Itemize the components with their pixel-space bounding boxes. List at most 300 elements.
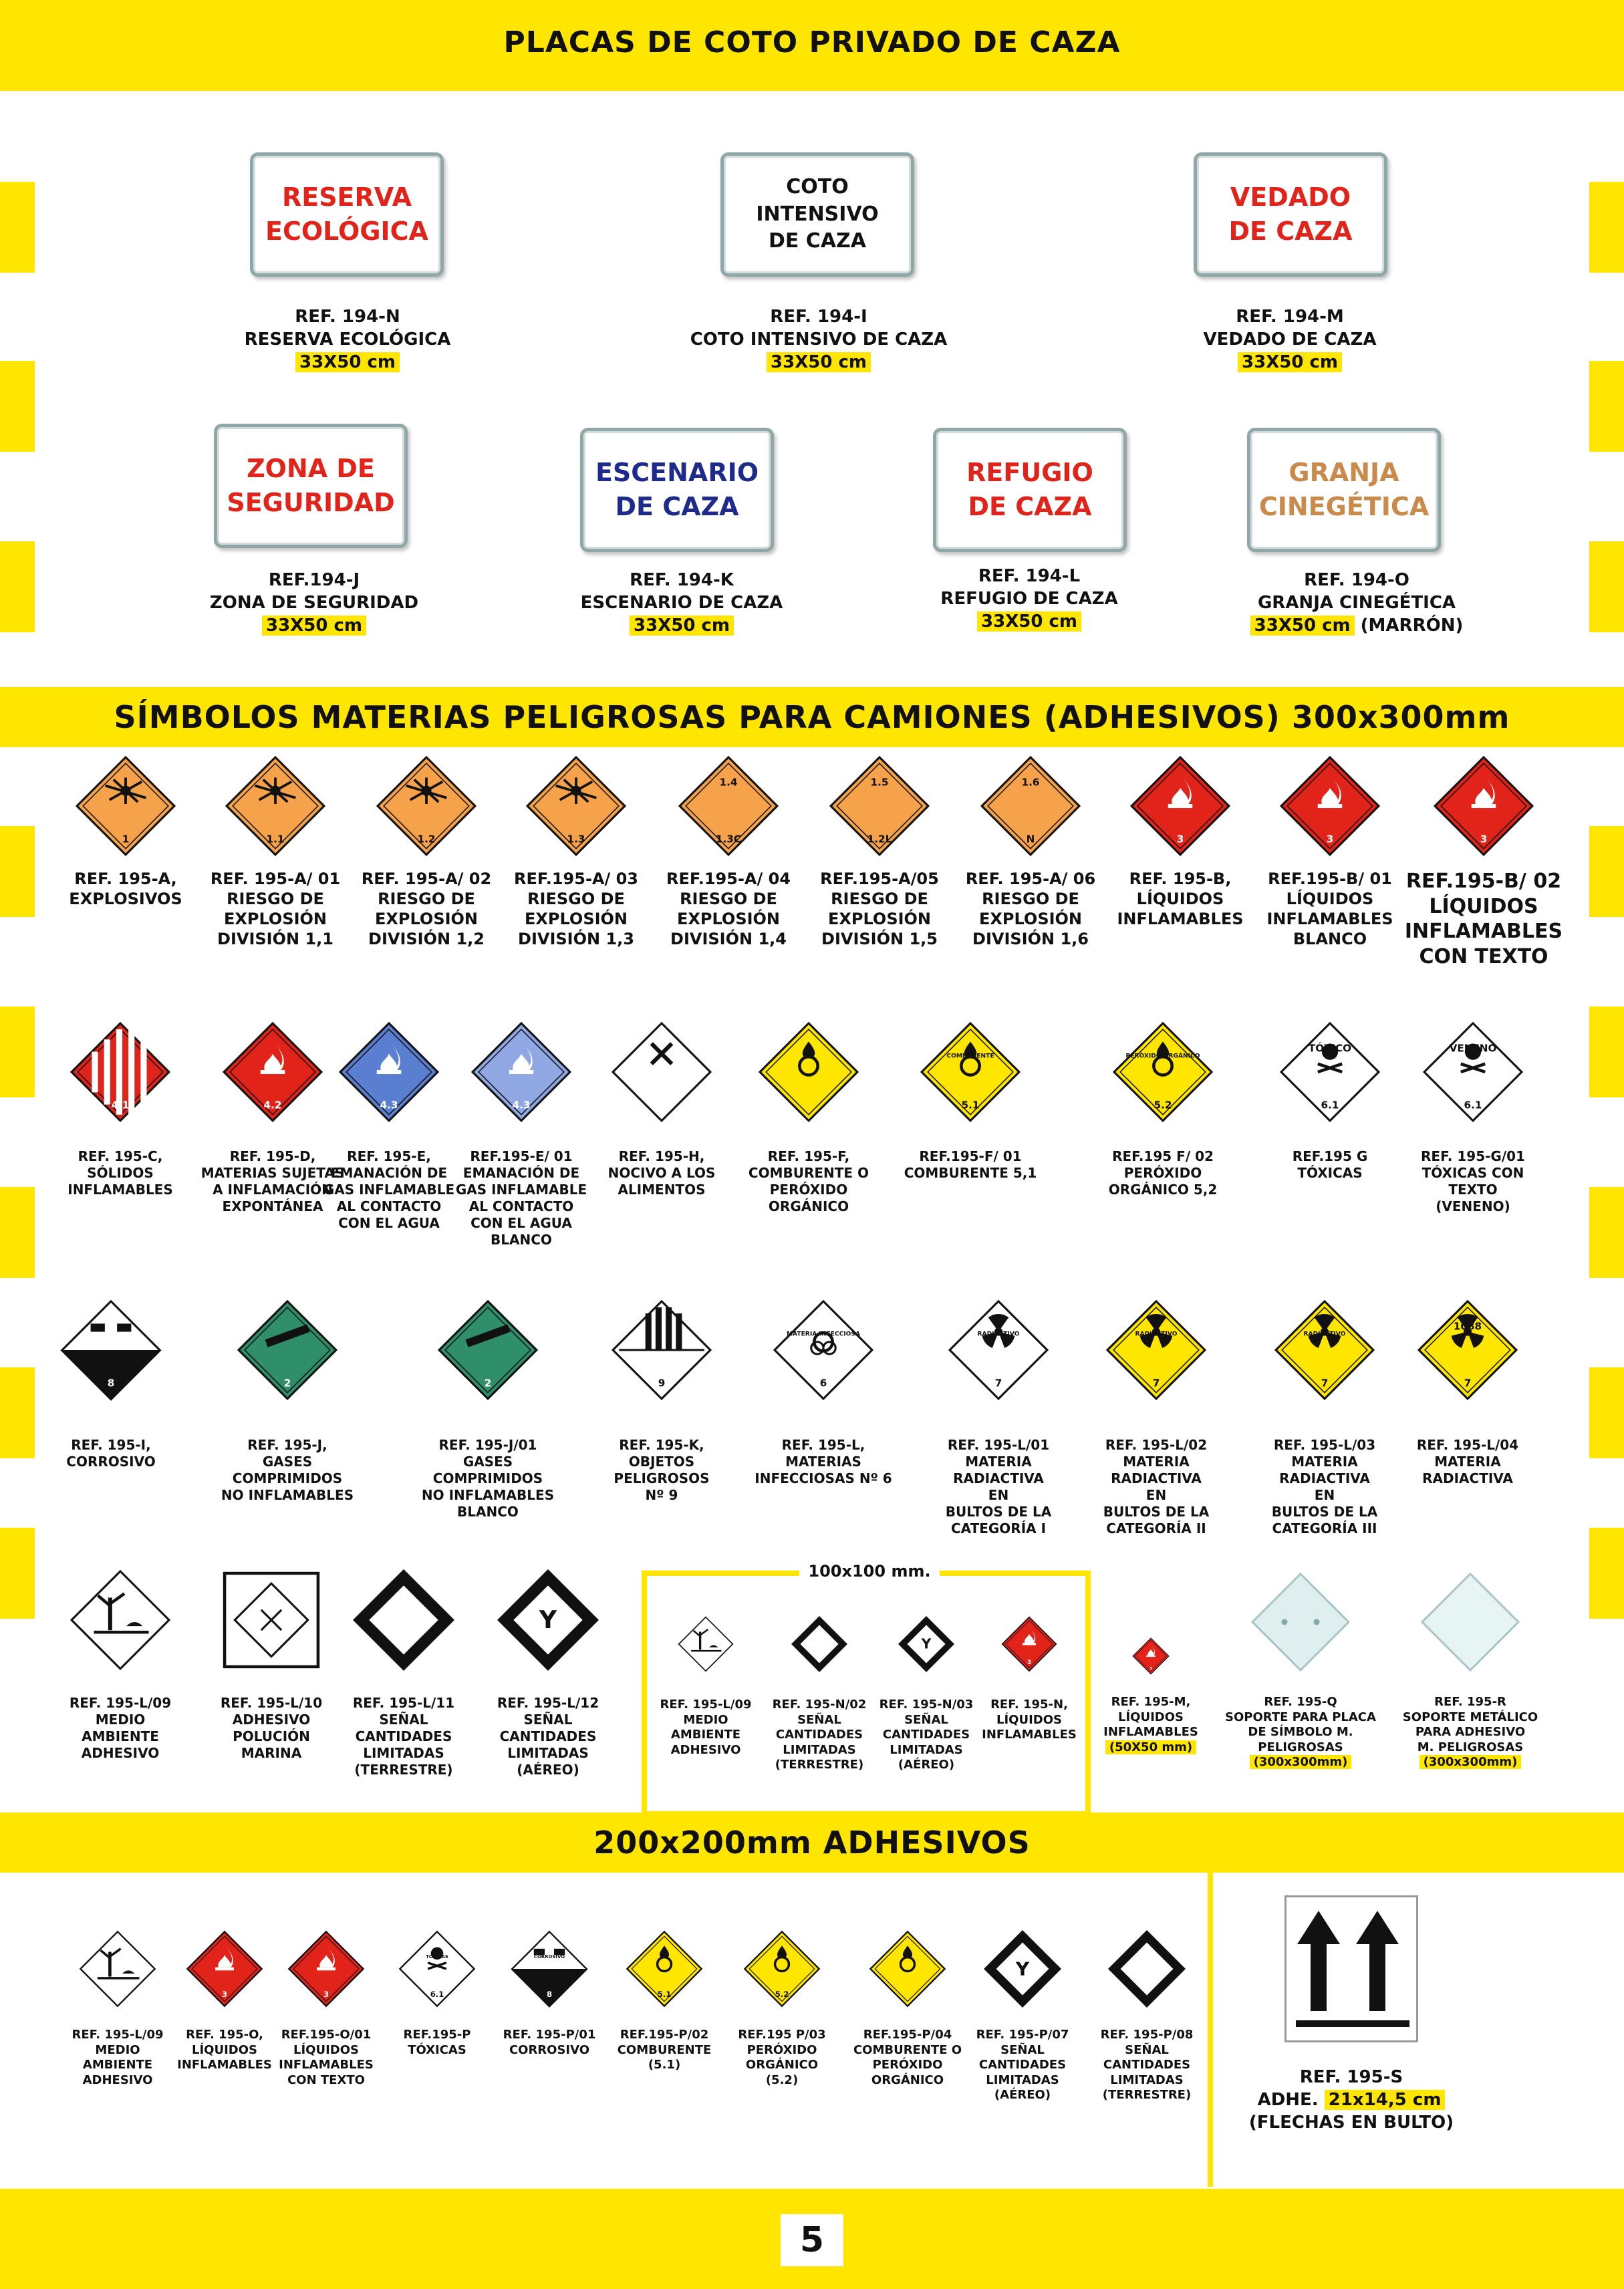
explosion-icon: [525, 755, 627, 857]
symbol-label: [581, 1148, 742, 1198]
symbol-r1-5: [829, 755, 930, 857]
flame-icon: [1279, 755, 1381, 857]
diamond-bottom-text: 2: [484, 1377, 492, 1389]
diamond-bottom-text: 6.1: [1321, 1099, 1339, 1111]
symbol-label-line: MATERIAS: [785, 1454, 861, 1470]
symbol-label-line: INFLAMABLES: [1117, 910, 1244, 928]
symbol-label-line: REF. 195-J/01: [438, 1437, 537, 1453]
symbol-r1-4: [678, 755, 779, 857]
plate-size: 33X50 cm: [295, 352, 400, 372]
symbol-label-line: REF. 195-L/11: [352, 1695, 455, 1711]
symbol-200-0: [79, 1930, 156, 2008]
symbol-label-line: (TERRESTRE): [775, 1758, 864, 1772]
diamond-bottom-text: 7: [1321, 1377, 1329, 1389]
symbol-label-line: DIVISIÓN 1,4: [670, 930, 787, 948]
symbol-label-line: RIESGO DE: [831, 890, 928, 908]
symbol-label-line: REF.195-O/01: [281, 2028, 372, 2042]
support-plate-icon: [1250, 1572, 1351, 1672]
plate-size: 33X50 cm: [630, 616, 734, 636]
class-number-icon: [829, 755, 930, 857]
class-number-icon: [678, 755, 779, 857]
symbol-label-line: REF. 195-L/09: [72, 2028, 164, 2042]
symbol-label-line: RIESGO DE: [378, 890, 475, 908]
limited-quantity-air-icon: [497, 1569, 599, 1671]
symbol-label-line: SOPORTE PARA PLACA: [1225, 1710, 1376, 1724]
box-100mm: [642, 1571, 1091, 1816]
symbol-label-line: (AÉREO): [898, 1758, 955, 1772]
symbol-label-line: MATERIA RADIACTIVA: [1111, 1454, 1202, 1486]
diamond-top-text: 1088: [1453, 1320, 1482, 1333]
symbol-r3-7: [1274, 1299, 1375, 1401]
symbol-label-line: CORROSIVO: [66, 1454, 156, 1470]
symbol-label-line: REF. 195-E,: [347, 1148, 431, 1164]
symbol-r4-0: [70, 1569, 171, 1671]
symbol-label-line: LÍQUIDOS: [1118, 1710, 1184, 1724]
plate-text: SEGURIDAD: [227, 488, 395, 517]
symbol-label: [743, 1437, 904, 1487]
symbol-label-line: GAS INFLAMABLE: [455, 1182, 587, 1198]
symbol-label-line: REF. 195-P/08: [1100, 2028, 1194, 2042]
symbol-label: [1076, 1437, 1236, 1537]
symbol-label-line: SEÑAL: [379, 1712, 428, 1728]
symbol-label-line: REF.195-B/ 02: [1405, 869, 1562, 893]
diamond-top-text: PERÓXIDO ORGÁNICO: [1125, 1053, 1200, 1060]
plate-name: ZONA DE SEGURIDAD: [209, 592, 419, 613]
symbol-label-line: TÓXICAS: [1297, 1165, 1363, 1181]
diamond-bottom-text: 7: [1152, 1377, 1160, 1389]
symbol-label-line: AL CONTACTO: [468, 1198, 574, 1214]
symbol-200-7: [869, 1930, 946, 2008]
plate-caption: [675, 306, 962, 374]
symbol-label-line: BULTOS DE LA: [945, 1504, 1052, 1520]
plate-text: DE CAZA: [1228, 217, 1353, 246]
symbol-label: [45, 869, 206, 909]
plate-caption: [889, 565, 1170, 633]
corrosive-icon: [511, 1930, 588, 2008]
symbol-label-line: MATERIA RADIACTIVA: [1279, 1454, 1370, 1486]
symbol-label: [890, 1148, 1051, 1182]
symbol-label-line: BLANCO: [457, 1504, 519, 1520]
symbol-label-line: MEDIO: [95, 1712, 146, 1728]
oxidizer-icon: [626, 1930, 703, 2008]
symbol-label: [1250, 869, 1410, 949]
symbol-label: [851, 2028, 964, 2088]
symbol-label-line: SEÑAL: [523, 1712, 573, 1728]
edge-tick: [0, 1187, 35, 1278]
diamond-bottom-text: 8: [107, 1377, 115, 1389]
skull-icon: [1422, 1021, 1524, 1123]
symbol-label: [1083, 1148, 1243, 1198]
plate-ref: REF. 194-I: [770, 307, 867, 327]
arrows-caption: [1227, 2066, 1476, 2134]
symbol-r2-2: [338, 1021, 440, 1123]
limited-quantity-icon: [353, 1569, 454, 1671]
symbol-label: [441, 1148, 601, 1248]
symbol-label-line: DE SÍMBOLO M. PELIGROSAS: [1248, 1725, 1353, 1754]
symbol-label: [1091, 2028, 1203, 2103]
symbol-label-line: REF. 195-H,: [618, 1148, 705, 1164]
symbol-extra-0: [1132, 1637, 1170, 1675]
symbol-label: [1403, 869, 1564, 969]
symbol-label-line: REF. 195-J,: [247, 1437, 327, 1453]
symbol-label-line: AMBIENTE: [82, 2058, 153, 2072]
box-100mm-label: 100x100 mm.: [799, 1559, 940, 1583]
symbol-label-line: CATEGORÍA I: [950, 1520, 1047, 1536]
symbol-label: [40, 1148, 200, 1198]
symbol-label-line: CANTIDADES: [775, 1728, 863, 1742]
symbol-label-line: REF. 195-P/01: [503, 2028, 596, 2042]
symbol-r1-1: [225, 755, 326, 857]
environment-icon: [79, 1930, 156, 2008]
symbol-label: [207, 1437, 368, 1504]
plate-0: [250, 152, 444, 277]
symbol-label-line: REF.195-P: [403, 2028, 471, 2042]
symbol-size: (300x300mm): [1250, 1755, 1352, 1769]
diamond-bottom-text: 4.2: [263, 1099, 282, 1111]
symbol-label-line: SEÑAL: [1000, 2042, 1045, 2057]
plate-name: GRANJA CINEGÉTICA: [1257, 592, 1456, 613]
symbol-label: [168, 2028, 281, 2073]
symbol-r2-6: [920, 1021, 1021, 1123]
symbol-label-line: NO INFLAMABLES: [421, 1487, 555, 1503]
edge-tick: [1589, 182, 1624, 273]
radioactive-icon: [948, 1299, 1049, 1401]
arrows-prefix: ADHE.: [1257, 2089, 1319, 2110]
symbol-r3-1: [237, 1299, 338, 1401]
symbol-label: [799, 869, 960, 949]
symbol-label: [728, 1148, 889, 1215]
symbol-label-line: (TERRESTRE): [354, 1762, 453, 1778]
symbol-label-line: AMBIENTE: [670, 1728, 741, 1742]
symbol-label-line: LÍQUIDOS: [1136, 890, 1224, 908]
symbol-label-line: REF.195-A/ 04: [666, 869, 791, 888]
symbol-label-line: NO INFLAMABLES: [221, 1487, 354, 1503]
plate-size: 33X50 cm: [1238, 352, 1342, 372]
plate-text: DE CAZA: [615, 492, 739, 521]
plate-caption: [160, 569, 468, 637]
symbol-label-line: REF. 195-F,: [767, 1148, 850, 1164]
symbol-label-line: Nº 9: [645, 1487, 678, 1503]
edge-tick: [0, 361, 35, 452]
diamond-bottom-text: 1.3C: [715, 833, 742, 845]
symbol-label-line: REF. 195-L/09: [69, 1695, 172, 1711]
plate-text: RESERVA: [281, 182, 412, 212]
symbol-label-line: EXPLOSIÓN: [676, 910, 781, 928]
symbol-label-line: DIVISIÓN 1,3: [518, 930, 634, 948]
symbol-label-line: (5.2): [765, 2072, 799, 2087]
oxidizer-icon: [743, 1930, 821, 2008]
symbol-label-line: REF.195 P/03: [738, 2028, 826, 2042]
marine-pollutant-icon: [221, 1569, 322, 1671]
corrosive-icon: [60, 1299, 162, 1401]
symbol-label-line: LIMITADAS: [890, 1742, 963, 1757]
edge-tick: [1589, 361, 1624, 452]
symbol-label-line: COMBURENTE O: [748, 1165, 869, 1181]
diamond-bottom-text: 5.1: [657, 1989, 672, 1999]
diamond-top-text: 1.4: [719, 776, 738, 789]
symbol-r3-0: [60, 1299, 162, 1401]
diamond-bottom-text: 5.1: [961, 1099, 980, 1111]
symbol-label-line: REF. 195-I,: [71, 1437, 151, 1453]
symbol-label: [408, 1437, 568, 1520]
flame-icon: [1132, 1637, 1170, 1675]
stripes-icon: [611, 1299, 712, 1401]
symbol-label-line: EN: [1314, 1487, 1335, 1503]
symbol-label-line: MATERIAS SUJETAS: [200, 1165, 345, 1181]
edge-tick: [0, 1528, 35, 1619]
symbol-label-line: AL CONTACTO: [336, 1198, 442, 1214]
plate-ref: REF. 194-L: [978, 566, 1081, 586]
symbol-label-line: REF.195-P/04: [863, 2028, 952, 2042]
symbol-label: [1100, 869, 1260, 929]
symbol-label-line: REF. 195-L/03: [1273, 1437, 1376, 1453]
symbol-label-line: MATERIA: [1434, 1454, 1501, 1470]
symbol-label-line: PARA ADHESIVO: [1415, 1725, 1526, 1739]
stripes-icon: [70, 1021, 171, 1123]
edge-tick: [0, 1367, 35, 1458]
symbol-label: [346, 869, 507, 949]
symbol-label-line: CORROSIVO: [509, 2042, 590, 2057]
diamond-top-text: 1.5: [870, 776, 889, 789]
symbol-label: [323, 1695, 484, 1778]
symbol-r1-0: [75, 755, 176, 857]
plate-text: ZONA DE: [247, 453, 375, 483]
symbol-label-line: EXPLOSIÓN: [374, 910, 479, 928]
symbol-label: [31, 1437, 191, 1470]
symbol-label-line: MARINA: [241, 1745, 302, 1761]
diamond-bottom-text: Y: [539, 1605, 557, 1635]
symbol-label-line: CANTIDADES: [499, 1728, 597, 1744]
symbol-label-line: EXPLOSIÓN: [524, 910, 628, 928]
symbol-label-line: INFLAMABLES: [177, 2058, 272, 2072]
plate-text: REFUGIO: [966, 457, 1093, 487]
symbol-label-line: INFLAMABLES: [279, 2058, 374, 2072]
plate-name: COTO INTENSIVO DE CAZA: [690, 329, 948, 350]
symbol-label: [1387, 1437, 1548, 1487]
symbol-r2-3: [470, 1021, 572, 1123]
flame-icon: [470, 1021, 572, 1123]
symbol-label-line: COMBURENTE: [617, 2042, 712, 2057]
flame-icon: [338, 1021, 440, 1123]
flame-icon: [186, 1930, 263, 2008]
symbol-label-line: RIESGO DE: [680, 890, 777, 908]
plate-name: REFUGIO DE CAZA: [940, 588, 1118, 609]
diamond-top-text: TÓXICAS: [426, 1954, 448, 1960]
plate-size: 33X50 cm: [767, 352, 871, 372]
symbol-label-line: BLANCO: [1293, 930, 1367, 948]
edge-tick: [0, 182, 35, 273]
symbol-label-line: (5.1): [648, 2058, 681, 2072]
symbol-label: [950, 869, 1111, 949]
symbol-label-line: BLANCO: [491, 1232, 552, 1248]
flame-icon: [1433, 755, 1534, 857]
symbol-extra-1: [1250, 1572, 1351, 1672]
symbol-r2-1: [222, 1021, 323, 1123]
symbol-label-line: BULTOS DE LA: [1103, 1504, 1210, 1520]
symbol-label: [1250, 1148, 1410, 1182]
symbol-label-line: BULTOS DE LA: [1271, 1504, 1378, 1520]
symbol-label-line: ORGÁNICO: [745, 2058, 819, 2072]
symbol-label-line: TÓXICAS: [408, 2042, 466, 2057]
symbol-label-line: REF. 195-L/04: [1416, 1437, 1519, 1453]
symbol-label: [1244, 1437, 1405, 1537]
symbol-label-line: (TERRESTRE): [1102, 2088, 1192, 2102]
flame-icon: [287, 1930, 365, 2008]
gas-cylinder-icon: [237, 1299, 338, 1401]
symbol-200-9: [1108, 1930, 1186, 2008]
symbol-label-line: DIVISIÓN 1,2: [368, 930, 485, 948]
symbol-r2-8: [1279, 1021, 1381, 1123]
symbol-label-line: LIMITADAS: [363, 1745, 444, 1761]
symbol-label-line: DIVISIÓN 1,6: [972, 930, 1089, 948]
symbol-label: [1383, 1695, 1557, 1770]
diamond-bottom-text: 7: [1464, 1377, 1472, 1389]
symbol-size: (300x300mm): [1419, 1755, 1522, 1769]
symbol-label-line: AMBIENTE: [82, 1728, 159, 1744]
plate-text: CINEGÉTICA: [1258, 492, 1430, 521]
symbol-r4-2: [353, 1569, 454, 1671]
symbol-label-line: INFLAMABLES: [67, 1182, 173, 1198]
symbol-label-line: EXPLOSIÓN: [827, 910, 932, 928]
symbol-label: [726, 2028, 838, 2088]
symbol-label-line: LÍQUIDOS: [293, 2042, 359, 2057]
skull-icon: [1279, 1021, 1381, 1123]
diamond-bottom-text: 1.1: [266, 833, 285, 845]
symbol-r3-5: [948, 1299, 1049, 1401]
symbol-label-line: EMANACIÓN DE: [330, 1165, 448, 1181]
symbol-label-line: CANTIDADES: [1103, 2058, 1191, 2072]
diamond-bottom-text: 6: [819, 1377, 827, 1389]
diamond-bottom-text: Y: [1015, 1958, 1030, 1980]
symbol-label-line: REF. 195-A,: [74, 869, 177, 888]
symbol-label-line: DIVISIÓN 1,1: [217, 930, 333, 948]
page-number: 5: [781, 2214, 843, 2266]
symbol-r3-8: [1417, 1299, 1518, 1401]
symbol-label-line: DIVISIÓN 1,5: [821, 930, 938, 948]
symbol-label-line: REF. 195-L,: [781, 1437, 865, 1453]
symbol-label-line: REF.195-F/ 01: [919, 1148, 1022, 1164]
symbol-label: [468, 1695, 628, 1778]
symbol-label-line: CANTIDADES: [355, 1728, 452, 1744]
symbol-label-line: LIMITADAS: [986, 2072, 1059, 2087]
arrows-sign: [1284, 1895, 1418, 2042]
gas-cylinder-icon: [437, 1299, 539, 1401]
symbol-label-line: REF.195-E/ 01: [470, 1148, 573, 1164]
symbol-label: [40, 1695, 200, 1762]
symbol-r3-3: [611, 1299, 712, 1401]
symbol-label-line: PERÓXIDO ORGÁNICO 5,2: [1108, 1165, 1218, 1198]
symbol-label-line: ADHESIVO: [232, 1712, 311, 1728]
limited-quantity-icon: [1108, 1930, 1186, 2008]
symbol-label-line: REF.195-A/ 03: [513, 869, 638, 888]
symbol-label: [381, 2028, 493, 2058]
symbol-r1-9: [1433, 755, 1534, 857]
diamond-bottom-text: 1: [122, 833, 130, 845]
symbol-label-line: EXPLOSIÓN: [978, 910, 1083, 928]
symbol-label-line: LIMITADAS: [507, 1745, 589, 1761]
symbol-label-line: REF. 195-A/ 01: [210, 869, 341, 888]
plate-4: [580, 428, 774, 552]
symbol-r1-2: [376, 755, 477, 857]
symbol-label-line: LÍQUIDOS: [192, 2042, 257, 2057]
symbol-label-line: SÓLIDOS: [87, 1165, 154, 1181]
symbol-label-line: REF. 195-N/02: [772, 1698, 867, 1712]
plate-text: GRANJA: [1289, 457, 1399, 487]
section-divider: [1208, 1866, 1213, 2187]
diamond-bottom-text: 3: [1326, 833, 1334, 845]
page-title: PLACAS DE COTO PRIVADO DE CAZA: [503, 25, 1121, 59]
plate-1: [720, 152, 914, 277]
diamond-bottom-text: 9: [658, 1377, 666, 1389]
plate-2: [1194, 152, 1387, 277]
symbol-label-line: A INFLAMACIÓN: [213, 1182, 333, 1198]
symbol-label: [270, 2028, 382, 2088]
symbol-label-line: CATEGORÍA III: [1272, 1520, 1377, 1536]
diamond-bottom-text: 4.3: [512, 1099, 531, 1111]
diamond-bottom-text: 3: [1176, 833, 1184, 845]
edge-tick: [0, 826, 35, 917]
arrows-note: (FLECHAS EN BULTO): [1248, 2112, 1454, 2133]
symbol-r4-3: [497, 1569, 599, 1671]
symbol-label-line: LÍQUIDOS: [1286, 890, 1374, 908]
diamond-bottom-text: 1.3: [567, 833, 585, 845]
symbol-label-line: EN: [988, 1487, 1009, 1503]
symbol-r2-5: [758, 1021, 859, 1123]
symbol-label: [918, 1437, 1079, 1537]
explosion-icon: [376, 755, 477, 857]
symbol-label-line: INFLAMABLES: [1103, 1725, 1198, 1739]
symbol-label-line: REF.195-A/05: [820, 869, 939, 888]
symbol-label-line: INFLAMABLES: [1266, 910, 1393, 928]
symbol-label-line: ADHESIVO: [82, 2072, 153, 2087]
symbol-label-line: PERÓXIDO: [747, 2042, 817, 2057]
plate-text: DE CAZA: [768, 229, 867, 253]
symbol-size: (50X50 mm): [1105, 1740, 1196, 1754]
symbol-r1-8: [1279, 755, 1381, 857]
symbol-label-line: LIMITADAS: [1110, 2072, 1184, 2087]
plate-ref: REF. 194-K: [630, 570, 734, 590]
diamond-top-text: COMBURENTE: [946, 1053, 994, 1060]
diamond-bottom-text: 2: [283, 1377, 291, 1389]
metal-support-icon: [1420, 1572, 1520, 1672]
edge-tick: [1589, 1528, 1624, 1619]
symbol-label-line: REF. 195-L/12: [497, 1695, 599, 1711]
symbol-label-line: CANTIDADES: [882, 1728, 970, 1742]
symbol-label-line: REF. 195-B,: [1129, 869, 1232, 888]
edge-tick: [1589, 826, 1624, 917]
symbol-label-line: MATERIA RADIACTIVA: [953, 1454, 1044, 1486]
symbol-label-line: REF. 195-A/ 06: [965, 869, 1096, 888]
symbol-label: [61, 2028, 174, 2088]
section-title-200: 200x200mm ADHESIVOS: [593, 1825, 1031, 1861]
diamond-bottom-text: 5.2: [1154, 1099, 1172, 1111]
symbol-label-line: REF. 195-L/01: [947, 1437, 1050, 1453]
diamond-top-text: VENENO: [1449, 1042, 1497, 1055]
skull-icon: [398, 1930, 476, 2008]
edge-tick: [0, 1006, 35, 1097]
diamond-top-text: RADIACTIVO: [977, 1331, 1020, 1338]
plate-ref: REF.194-J: [268, 570, 360, 590]
symbol-label-line: REF. 195-M,: [1111, 1695, 1191, 1709]
diamond-top-text: MATERIA INFECCIOSA: [786, 1331, 861, 1338]
symbol-200-3: [398, 1930, 476, 2008]
radioactive-icon: [1105, 1299, 1207, 1401]
symbol-label-line: SEÑAL: [797, 1712, 841, 1727]
symbol-label-line: (AÉREO): [517, 1762, 579, 1778]
symbol-extra-2: [1420, 1572, 1520, 1672]
symbol-200-8: [984, 1930, 1061, 2008]
plate-size: 33X50 cm: [1250, 616, 1355, 636]
